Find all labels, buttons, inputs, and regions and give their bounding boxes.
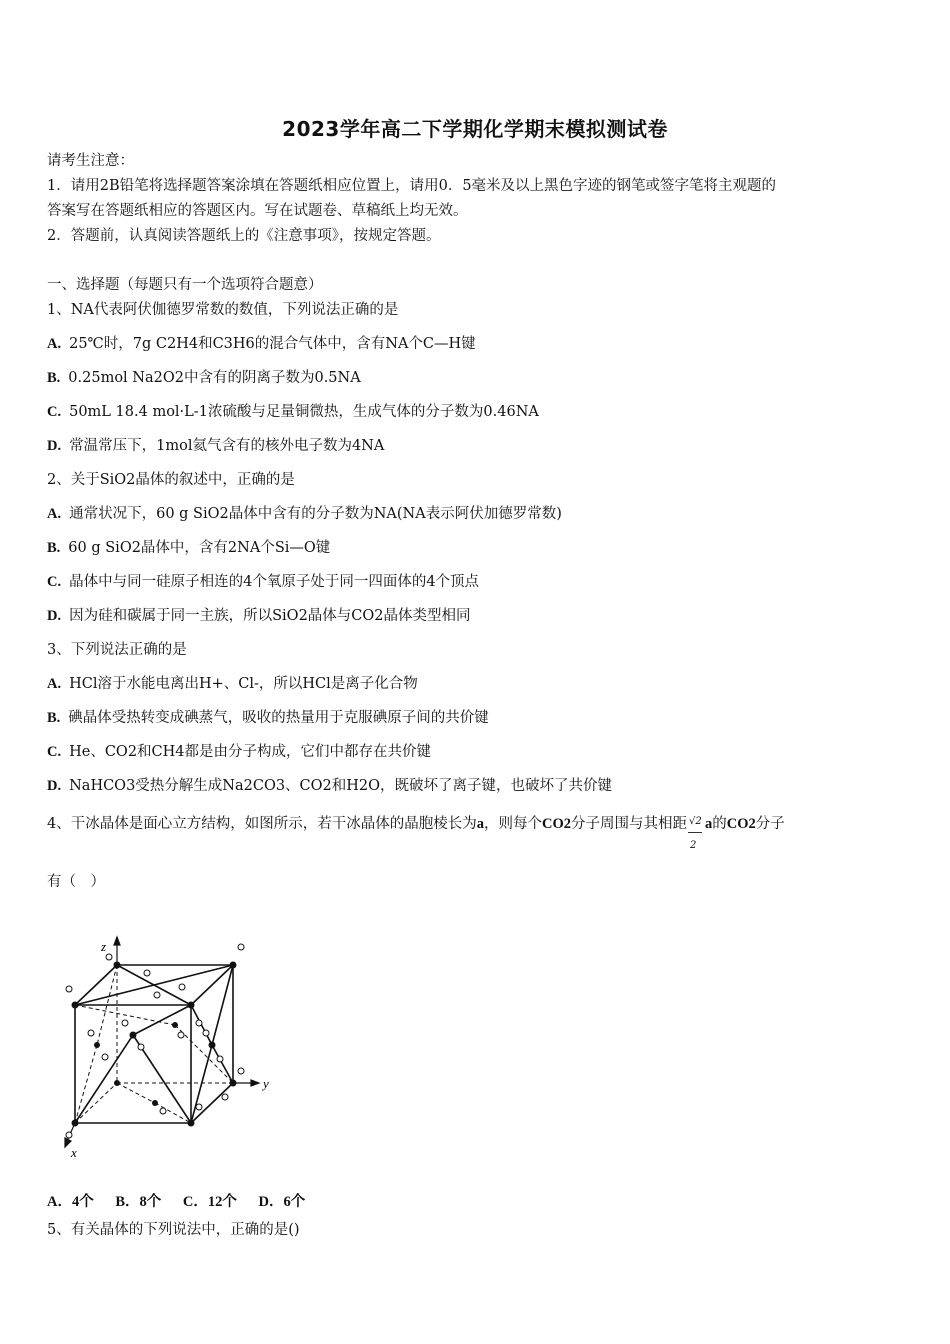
oxygen-atom — [238, 944, 244, 950]
q1-option-b-text: 0.25mol Na2O2中含有的阴离子数为0.5NA — [68, 370, 361, 386]
cube-edge — [191, 1083, 233, 1123]
oxygen-atom — [66, 986, 72, 992]
oxygen-atom — [238, 1068, 244, 1074]
bond-line — [133, 1005, 191, 1035]
q4-answer-c[interactable]: C．12个 — [182, 1194, 237, 1210]
oxygen-atom — [179, 984, 185, 990]
q5-stem: 5、有关晶体的下列说法中，正确的是() — [47, 1222, 300, 1238]
q1-option-a-text: 25℃时，7g C2H4和C3H6的混合气体中，含有NA个C—H键 — [69, 336, 476, 352]
oxygen-atom — [122, 1020, 128, 1026]
q4-co2-second: CO2 — [726, 816, 756, 832]
option-letter: C. — [47, 574, 62, 590]
q3-stem: 3、下列说法正确的是 — [47, 642, 187, 658]
oxygen-atom — [196, 1104, 202, 1110]
q4-stem-line-2: 有（ ） — [47, 874, 105, 890]
oxygen-atom — [144, 970, 150, 976]
carbon-atom — [188, 1120, 195, 1127]
z-axis-arrow — [114, 937, 120, 945]
oxygen-atom — [154, 992, 160, 998]
bond-line — [212, 965, 233, 1045]
oxygen-atom — [196, 1020, 202, 1026]
q1-option-d[interactable] — [47, 436, 384, 456]
z-axis-label: z — [101, 939, 107, 954]
bond-line — [191, 1045, 212, 1123]
hidden-edge — [75, 1083, 117, 1123]
option-letter: D. — [47, 608, 62, 624]
q1-option-c[interactable] — [47, 402, 539, 422]
oxygen-atom — [88, 1030, 94, 1036]
carbon-atom — [114, 1080, 120, 1086]
carbon-atom — [172, 1022, 178, 1028]
q4-answer-a[interactable]: A．4个 — [47, 1194, 94, 1210]
q3-option-a-text: HCl溶于水能电离出H+、Cl-，所以HCl是离子化合物 — [69, 676, 418, 692]
q1-stem: 1、NA代表阿伏伽德罗常数的数值，下列说法正确的是 — [47, 302, 399, 318]
option-letter: A. — [47, 506, 62, 522]
bond-line — [212, 1045, 233, 1083]
oxygen-atom — [178, 1032, 184, 1038]
q2-option-b-text: 60 g SiO2晶体中，含有2NA个Si—O键 — [68, 540, 331, 556]
carbon-atom — [94, 1042, 100, 1048]
q4-fraction-denominator: 2 — [689, 840, 697, 851]
option-letter: B. — [47, 540, 61, 556]
q3-option-c-text: He、CO2和CH4都是由分子构成，它们中都存在共价键 — [69, 744, 432, 760]
q2-option-d[interactable] — [47, 606, 471, 626]
q1-option-b[interactable] — [47, 368, 361, 388]
q3-option-d[interactable] — [47, 776, 612, 796]
carbon-atom — [130, 1032, 137, 1039]
q3-option-c[interactable] — [47, 742, 431, 762]
dry-ice-unit-cell-diagram — [55, 935, 285, 1165]
y-axis-arrow — [251, 1080, 259, 1086]
oxygen-atom — [217, 1056, 223, 1062]
oxygen-atom — [203, 1030, 209, 1036]
x-axis-label: x — [71, 1145, 77, 1160]
bond-line — [75, 1035, 133, 1123]
q4-stem-part-3: 分子周围与其相距 — [570, 816, 687, 832]
q4-answer-options — [47, 1190, 323, 1211]
q4-stem-part-2: ，则每个 — [483, 816, 542, 832]
option-letter: C. — [47, 404, 62, 420]
q2-option-b[interactable] — [47, 538, 330, 558]
q2-option-a-text: 通常状况下，60 g SiO2晶体中含有的分子数为NA(NA表示阿伏加德罗常数) — [69, 506, 562, 522]
notice-item-2: 2．答题前，认真阅读答题纸上的《注意事项》，按规定答题。 — [47, 228, 441, 244]
q2-stem: 2、关于SiO2晶体的叙述中，正确的是 — [47, 472, 295, 488]
q3-option-b[interactable] — [47, 708, 489, 728]
option-letter: C. — [47, 744, 62, 760]
q1-option-a[interactable] — [47, 334, 476, 354]
q4-edge-a: a — [476, 816, 484, 832]
option-letter: A. — [47, 676, 62, 692]
hidden-bond — [117, 1083, 155, 1103]
oxygen-atom — [222, 1094, 228, 1100]
fraction-bar — [688, 832, 702, 833]
q4-answer-b[interactable]: B．8个 — [115, 1194, 162, 1210]
oxygen-atom — [160, 1108, 166, 1114]
q4-stem — [47, 814, 785, 851]
q4-stem-part-1: 4、干冰晶体是面心立方结构，如图所示，若干冰晶体的晶胞棱长为 — [47, 816, 477, 832]
q2-option-c[interactable] — [47, 572, 479, 592]
option-letter: A. — [47, 336, 62, 352]
carbon-atom — [209, 1042, 216, 1049]
q4-stem-part-5: 的 — [712, 816, 727, 832]
page-title: 2023学年高二下学期化学期末模拟测试卷 — [282, 117, 668, 141]
q2-option-d-text: 因为硅和碳属于同一主族，所以SiO2晶体与CO2晶体类型相同 — [69, 608, 471, 624]
oxygen-atom — [66, 1132, 72, 1138]
carbon-atom — [230, 962, 237, 969]
y-axis-label: y — [263, 1076, 269, 1091]
notice-item-1-line-1: 1．请用2B铅笔将选择题答案涂填在答题纸相应位置上，请用0．5毫米及以上黑色字迹的钢笔或签字笔将主观题的 — [47, 178, 777, 194]
q4-fraction — [687, 814, 705, 851]
q4-co2: CO2 — [541, 816, 571, 832]
carbon-atom — [152, 1100, 158, 1106]
q2-option-a[interactable] — [47, 504, 562, 524]
carbon-atom — [72, 1002, 79, 1009]
q4-answer-d[interactable]: D．6个 — [258, 1194, 306, 1210]
section-heading: 一、选择题（每题只有一个选项符合题意） — [47, 277, 323, 293]
notice-heading: 请考生注意： — [47, 153, 134, 169]
option-letter: B. — [47, 710, 61, 726]
carbon-atom — [114, 962, 121, 969]
oxygen-atom — [106, 954, 112, 960]
q1-option-d-text: 常温常压下，1mol氦气含有的核外电子数为4NA — [69, 438, 385, 454]
oxygen-atom — [138, 1044, 144, 1050]
hidden-bond — [75, 1045, 97, 1123]
q3-option-a[interactable] — [47, 674, 418, 694]
option-letter: D. — [47, 778, 62, 794]
notice-item-1-line-2: 答案写在答题纸相应的答题区内。写在试题卷、草稿纸上均无效。 — [47, 203, 468, 219]
q1-option-c-text: 50mL 18.4 mol·L-1浓硫酸与足量铜微热，生成气体的分子数为0.46NA — [69, 404, 539, 420]
q4-stem-part-6: 分子 — [755, 816, 785, 832]
option-letter: D. — [47, 438, 62, 454]
carbon-atom — [230, 1080, 237, 1087]
q3-option-b-text: 碘晶体受热转变成碘蒸气，吸收的热量用于克服碘原子间的共价键 — [68, 710, 489, 726]
option-letter: B. — [47, 370, 61, 386]
bond-line — [75, 965, 233, 1005]
oxygen-atom — [102, 1054, 108, 1060]
q4-fraction-numerator: √2 — [688, 816, 702, 827]
carbon-atom — [72, 1120, 79, 1127]
carbon-atom — [188, 1002, 195, 1009]
q3-option-d-text: NaHCO3受热分解生成Na2CO3、CO2和H2O，既破坏了离子键，也破坏了共价键 — [69, 778, 613, 794]
q2-option-c-text: 晶体中与同一硅原子相连的4个氧原子处于同一四面体的4个顶点 — [69, 574, 480, 590]
q4-distance-a: a — [704, 816, 713, 832]
